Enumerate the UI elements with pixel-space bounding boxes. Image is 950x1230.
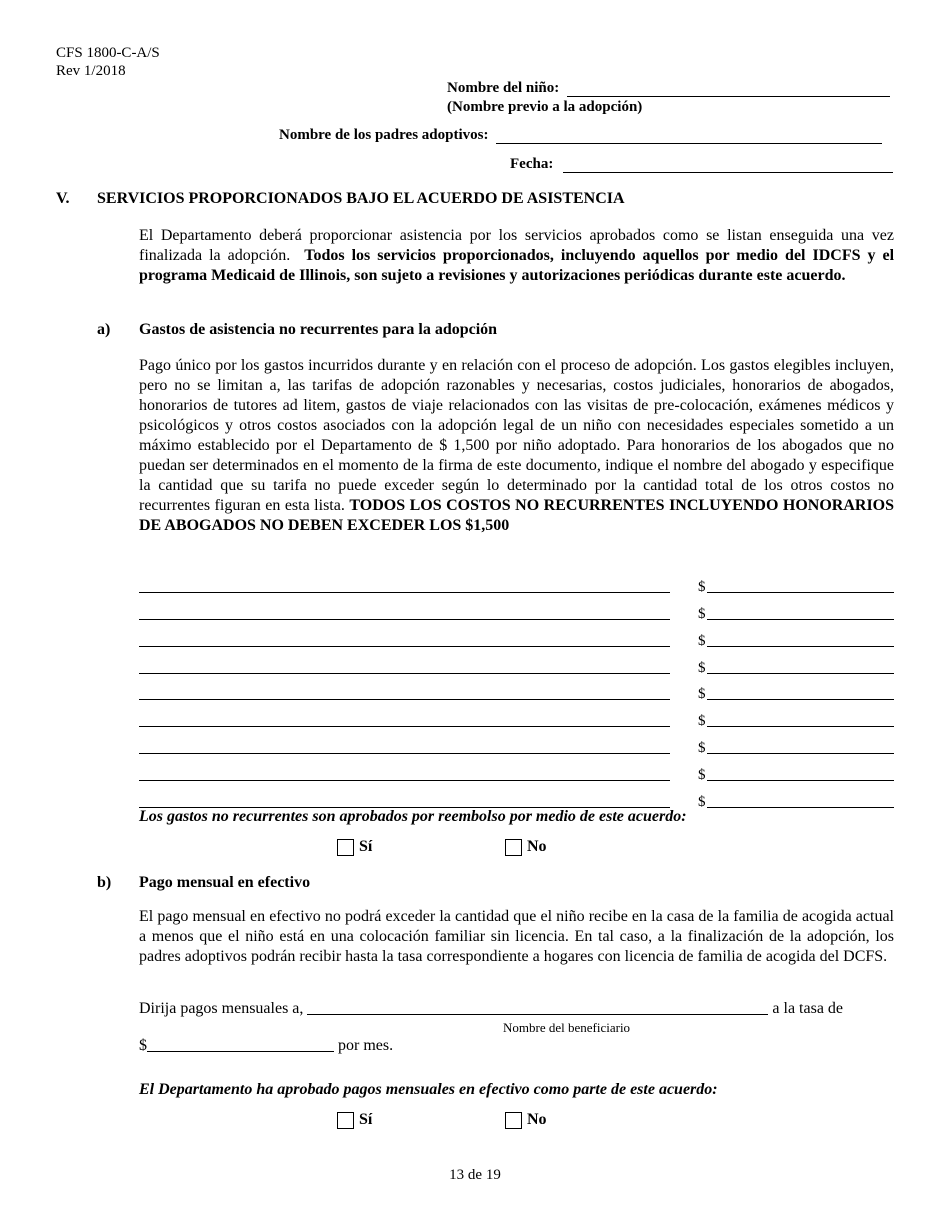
intro-bold: Todos los servicios proporcionados, incluyendo aquellos por medio del IDCFS y el programa Medicaid de Illinois, son sujeto a revisiones y autorizaciones periódicas durante este acuerdo. (139, 247, 895, 284)
part-a-no-label: No (527, 838, 547, 855)
part-a-yes-label: Sí (359, 838, 373, 855)
beneficiary-caption: Nombre del beneficiario (503, 1020, 631, 1035)
part-a-no-checkbox[interactable] (505, 839, 522, 856)
part-b-yes-option[interactable] (337, 1111, 372, 1129)
expense-currency-symbol: $ (698, 713, 706, 730)
part-a-label: a) (97, 321, 111, 338)
parents-name-field[interactable] (496, 127, 882, 144)
rate-label: a la tasa de (772, 1000, 844, 1017)
part-b-label: b) (97, 874, 112, 891)
expense-row (139, 674, 894, 701)
expense-row (139, 647, 894, 674)
part-a-no-option[interactable] (505, 838, 547, 856)
expense-currency-symbol: $ (698, 632, 706, 649)
date-field[interactable] (563, 156, 893, 173)
intro-normal: El Departamento deberá proporcionar asistencia por los servicios aprobados como se listan enseguida una vez finalizada la adopción. (139, 227, 894, 264)
expense-row (139, 727, 894, 757)
expense-row (139, 754, 894, 784)
part-b-body: El pago mensual en efectivo no podrá exceder la cantidad que el niño recibe en la casa de la familia de acogida actual a menos que el niño está en una colocación familiar sin licencia. En tal caso, a la finalización de la adopción, los padres adoptivos podrán recibir hasta la tasa correspondiente a hogares con licencia de familia de acogida del DCFS. (139, 908, 894, 965)
part-b-no-label: No (527, 1111, 547, 1128)
part-a-body (139, 356, 894, 536)
part-a-body-bold: TODOS LOS COSTOS NO RECURRENTES INCLUYENDO HONORARIOS DE ABOGADOS NO DEBEN EXCEDER LOS $1,500 (139, 497, 895, 534)
expense-row (139, 781, 894, 811)
expense-row (139, 566, 894, 593)
section-number: V. (56, 190, 70, 207)
expense-row (139, 700, 894, 730)
expense-amount-field[interactable] (707, 807, 894, 808)
expense-row (139, 593, 894, 620)
expense-currency-symbol: $ (698, 686, 706, 703)
page-number: 13 de 19 (449, 1167, 501, 1183)
section-title-text: SERVICIOS PROPORCIONADOS BAJO EL ACUERDO DE ASISTENCIA (97, 190, 625, 207)
part-b-approval-question: El Departamento ha aprobado pagos mensuales en efectivo como parte de este acuerdo: (139, 1081, 718, 1098)
part-a-yes-checkbox[interactable] (337, 839, 354, 856)
parents-row (279, 127, 882, 144)
expense-currency-symbol: $ (698, 740, 706, 757)
part-b-heading (97, 874, 310, 892)
part-a-yes-option[interactable] (337, 838, 372, 856)
child-name-row (447, 80, 890, 97)
part-a-body-normal: Pago único por los gastos incurridos durante y en relación con el proceso de adopción. Los gastos elegibles incluyen, pero no se limitan a, las tarifas de adopción razonables y necesarias, costos judiciales, honorarios de abogados, honorarios de tutores ad litem, gastos de viaje relacionados con las visitas de pre-colocación, exámenes médicos y psicológicos y otros costos asociados con la adopción legal de un niño con necesidades especiales sometido a un máximo establecido por el Departamento de $ 1,500 por niño adoptado. Para honorarios de los abogados que no puedan ser determinados en el momento de la firma de este documento, indique el nombre del abogado y especifique la cantidad que su tarifa no puede exceder según lo determinado por la cantidad total de los otros costos no recurrentes figuran en esta lista. (139, 357, 894, 514)
date-row (510, 156, 893, 173)
monthly-rate-row (139, 1037, 393, 1055)
beneficiary-name-field[interactable] (307, 1000, 768, 1015)
section-intro (139, 226, 894, 286)
date-label: Fecha: (510, 156, 554, 172)
expense-currency-symbol: $ (698, 578, 706, 595)
form-identifier (56, 44, 160, 80)
parents-label: Nombre de los padres adoptivos: (279, 127, 489, 143)
form-number: CFS 1800-C-A/S (56, 45, 160, 61)
section-title (56, 190, 625, 208)
form-revision: Rev 1/2018 (56, 63, 126, 79)
child-name-note: (Nombre previo a la adopción) (447, 99, 643, 115)
part-b-no-option[interactable] (505, 1111, 547, 1129)
expense-row (139, 620, 894, 647)
part-a-title: Gastos de asistencia no recurrentes para la adopción (139, 321, 498, 338)
part-b-no-checkbox[interactable] (505, 1112, 522, 1129)
part-b-yes-checkbox[interactable] (337, 1112, 354, 1129)
direct-payments-row (139, 1000, 899, 1018)
part-a-heading (97, 321, 497, 339)
expense-rows (139, 566, 894, 811)
monthly-rate-currency: $ (139, 1037, 147, 1054)
direct-payments-label: Dirija pagos mensuales a, (139, 1000, 304, 1017)
monthly-rate-field[interactable] (147, 1037, 334, 1052)
part-a-approval-question: Los gastos no recurrentes son aprobados por reembolso por medio de este acuerdo: (139, 808, 687, 825)
expense-currency-symbol: $ (698, 794, 706, 811)
expense-currency-symbol: $ (698, 767, 706, 784)
expense-currency-symbol: $ (698, 605, 706, 622)
child-name-label: Nombre del niño: (447, 80, 560, 96)
part-b-yes-label: Sí (359, 1111, 373, 1128)
part-b-title: Pago mensual en efectivo (139, 874, 311, 891)
per-month-label: por mes. (338, 1037, 394, 1054)
child-name-field[interactable] (567, 80, 890, 97)
expense-currency-symbol: $ (698, 659, 706, 676)
